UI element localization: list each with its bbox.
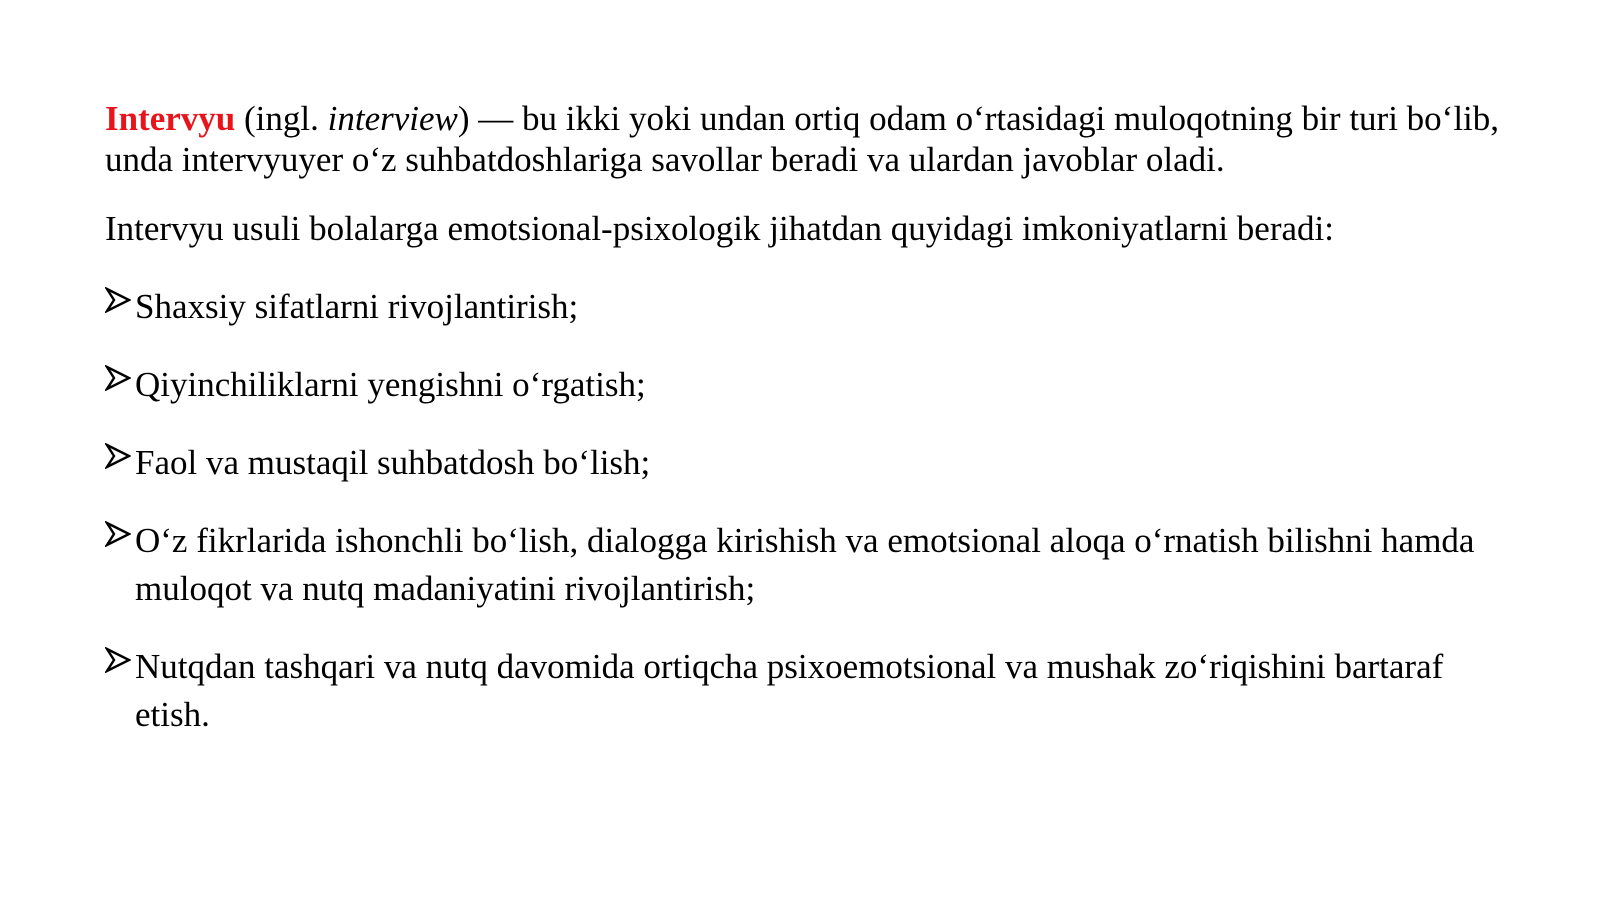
bullet-text: Faol va mustaqil suhbatdosh bo‘lish; (135, 443, 651, 482)
list-item (105, 361, 1505, 409)
arrowhead-bullet-icon (105, 287, 131, 313)
arrowhead-bullet-icon (105, 521, 131, 547)
arrowhead-bullet-icon (105, 443, 131, 469)
arrowhead-bullet-icon (105, 647, 131, 673)
bullet-text: Shaxsiy sifatlarni rivojlantirish; (135, 287, 579, 326)
english-term: interview (327, 99, 458, 138)
bullet-text: O‘z fikrlarida ishonchli bo‘lish, dialogga kirishish va emotsional aloqa o‘rnatish bilishni hamda muloqot va nutq madaniyatini rivojlantirish; (135, 521, 1475, 608)
arrowhead-bullet-icon (105, 365, 131, 391)
definition-term: Intervyu (105, 99, 236, 138)
definition-paren-open: (ingl. (235, 99, 328, 138)
list-item (105, 643, 1505, 739)
definition-text: ) — bu ikki yoki undan ortiq odam o‘rtasidagi muloqotning bir turi bo‘lib, unda intervyuyer o‘z suhbatdoshlariga savollar beradi va ulardan javoblar oladi. (105, 99, 1500, 179)
intro-paragraph: Intervyu usuli bolalarga emotsional-psixologik jihatdan quyidagi imkoniyatlarni beradi: (105, 209, 1334, 248)
definition-paragraph (105, 98, 1505, 180)
list-item (105, 517, 1505, 613)
bullet-list (105, 283, 1505, 739)
bullet-text: Qiyinchiliklarni yengishni o‘rgatish; (135, 365, 646, 404)
bullet-text: Nutqdan tashqari va nutq davomida ortiqcha psixoemotsional va mushak zo‘riqishini bartaraf etish. (135, 647, 1444, 734)
list-item (105, 283, 1505, 331)
slide-content (105, 98, 1505, 769)
list-item (105, 439, 1505, 487)
